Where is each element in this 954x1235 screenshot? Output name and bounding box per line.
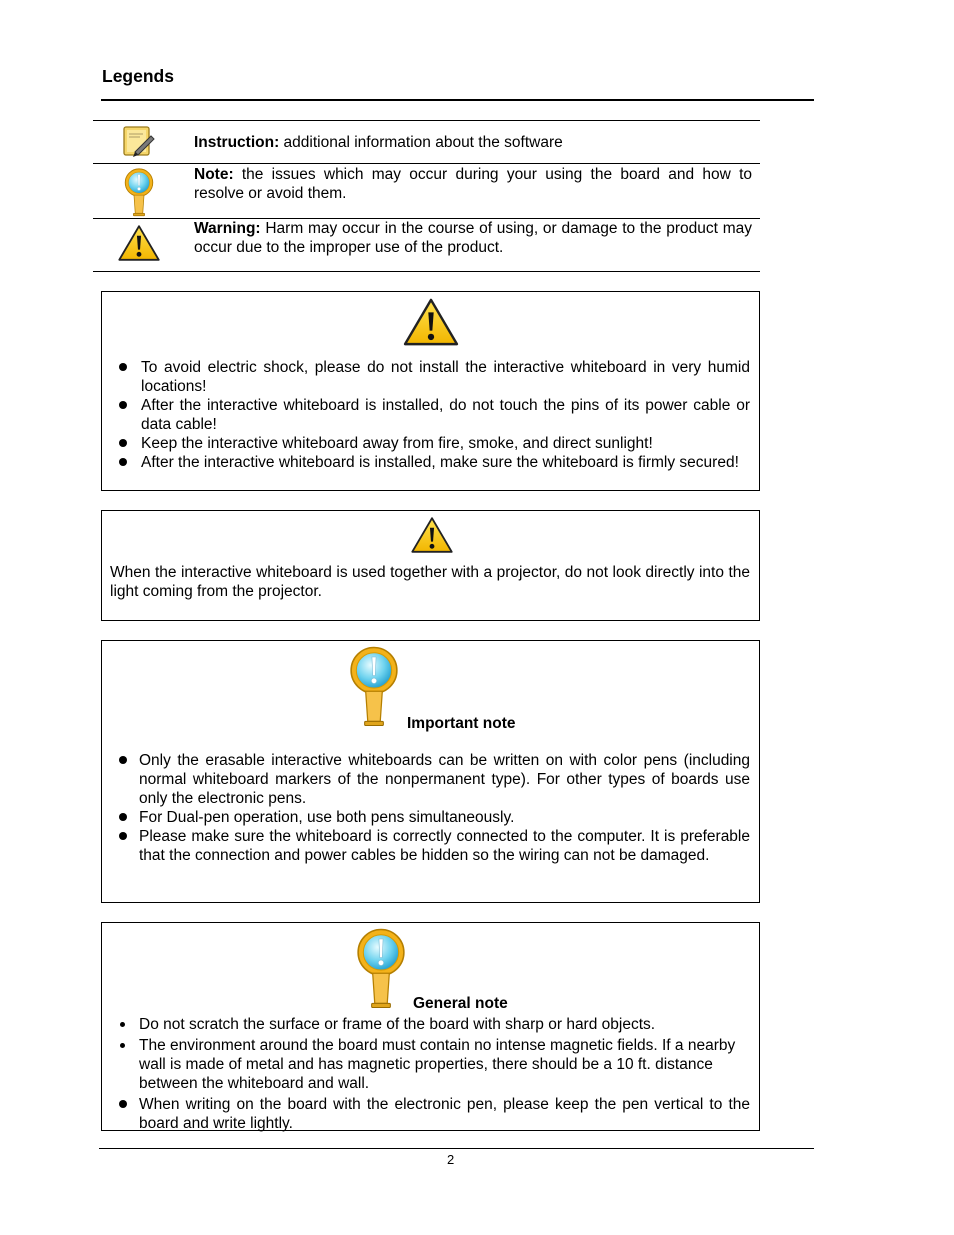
list-item: The environment around the board must contain no intense magnetic fields. If a nearby wall is made of metal and has magnetic properties, there should be a 10 ft. distance between the whiteboard and wall. <box>139 1037 736 1092</box>
general-note-box <box>101 922 760 1131</box>
legend-text-note <box>194 164 752 203</box>
legend-description: the issues which may occur during your using the board and how to resolve or avoid them. <box>194 166 752 202</box>
list-item: Do not scratch the surface or frame of the board with sharp or hard objects. <box>139 1016 656 1033</box>
list-item: Please make sure the whiteboard is correctly connected to the computer. It is preferable that the connection and power cables be hidden so the wiring can not be damaged. <box>139 828 750 864</box>
legend-text-instruction <box>194 121 752 152</box>
list-item: Keep the interactive whiteboard away from fire, smoke, and direct sunlight! <box>141 435 653 452</box>
general-note-title: General note <box>413 995 508 1012</box>
page-number: 2 <box>447 1152 455 1167</box>
important-note-title: Important note <box>407 715 516 732</box>
warning-box-projector <box>101 510 760 621</box>
list-item: Only the erasable interactive whiteboards can be written on with color pens (including normal whiteboard markers of the nonpermanent type). For other types of boards use only the electronic pens. <box>139 752 750 807</box>
projector-warning-text: When the interactive whiteboard is used together with a projector, do not look directly into the light coming from the projector. <box>110 564 750 600</box>
important-note-list <box>109 751 750 865</box>
warning-triangle-icon <box>409 516 455 559</box>
heading-rule <box>101 99 814 101</box>
list-item: When writing on the board with the electronic pen, please keep the pen vertical to the board and write lightly. <box>139 1096 750 1132</box>
lightbulb-note-icon <box>93 167 185 217</box>
legend-description: Harm may occur in the course of using, or damage to the product may occur due to the improper use of the product. <box>194 220 752 256</box>
list-item: After the interactive whiteboard is installed, make sure the whiteboard is firmly secured! <box>141 454 739 471</box>
warning-box-safety <box>101 291 760 491</box>
legend-label: Note: <box>194 166 234 183</box>
warning-triangle-icon <box>402 297 460 352</box>
list-item: After the interactive whiteboard is installed, do not touch the pins of its power cable or data cable! <box>141 397 750 433</box>
list-item: For Dual-pen operation, use both pens simultaneously. <box>139 809 515 826</box>
general-note-list <box>109 1015 750 1133</box>
legend-label: Instruction: <box>194 134 280 151</box>
footer-rule <box>99 1148 814 1149</box>
legend-text-warning <box>194 219 752 257</box>
warning-triangle-icon <box>93 224 185 262</box>
safety-list <box>109 358 750 472</box>
lightbulb-note-icon <box>348 644 400 733</box>
legend-row-warning <box>93 218 760 272</box>
page-heading: Legends <box>102 66 174 86</box>
notepad-pen-icon <box>93 124 185 160</box>
legend-label: Warning: <box>194 220 261 237</box>
legend-description: additional information about the software <box>279 134 563 151</box>
important-note-box <box>101 640 760 903</box>
legend-table <box>93 120 760 272</box>
legend-row-instruction <box>93 120 760 163</box>
lightbulb-note-icon <box>355 926 407 1015</box>
legend-row-note <box>93 163 760 218</box>
list-item: To avoid electric shock, please do not install the interactive whiteboard in very humid locations! <box>141 359 750 395</box>
